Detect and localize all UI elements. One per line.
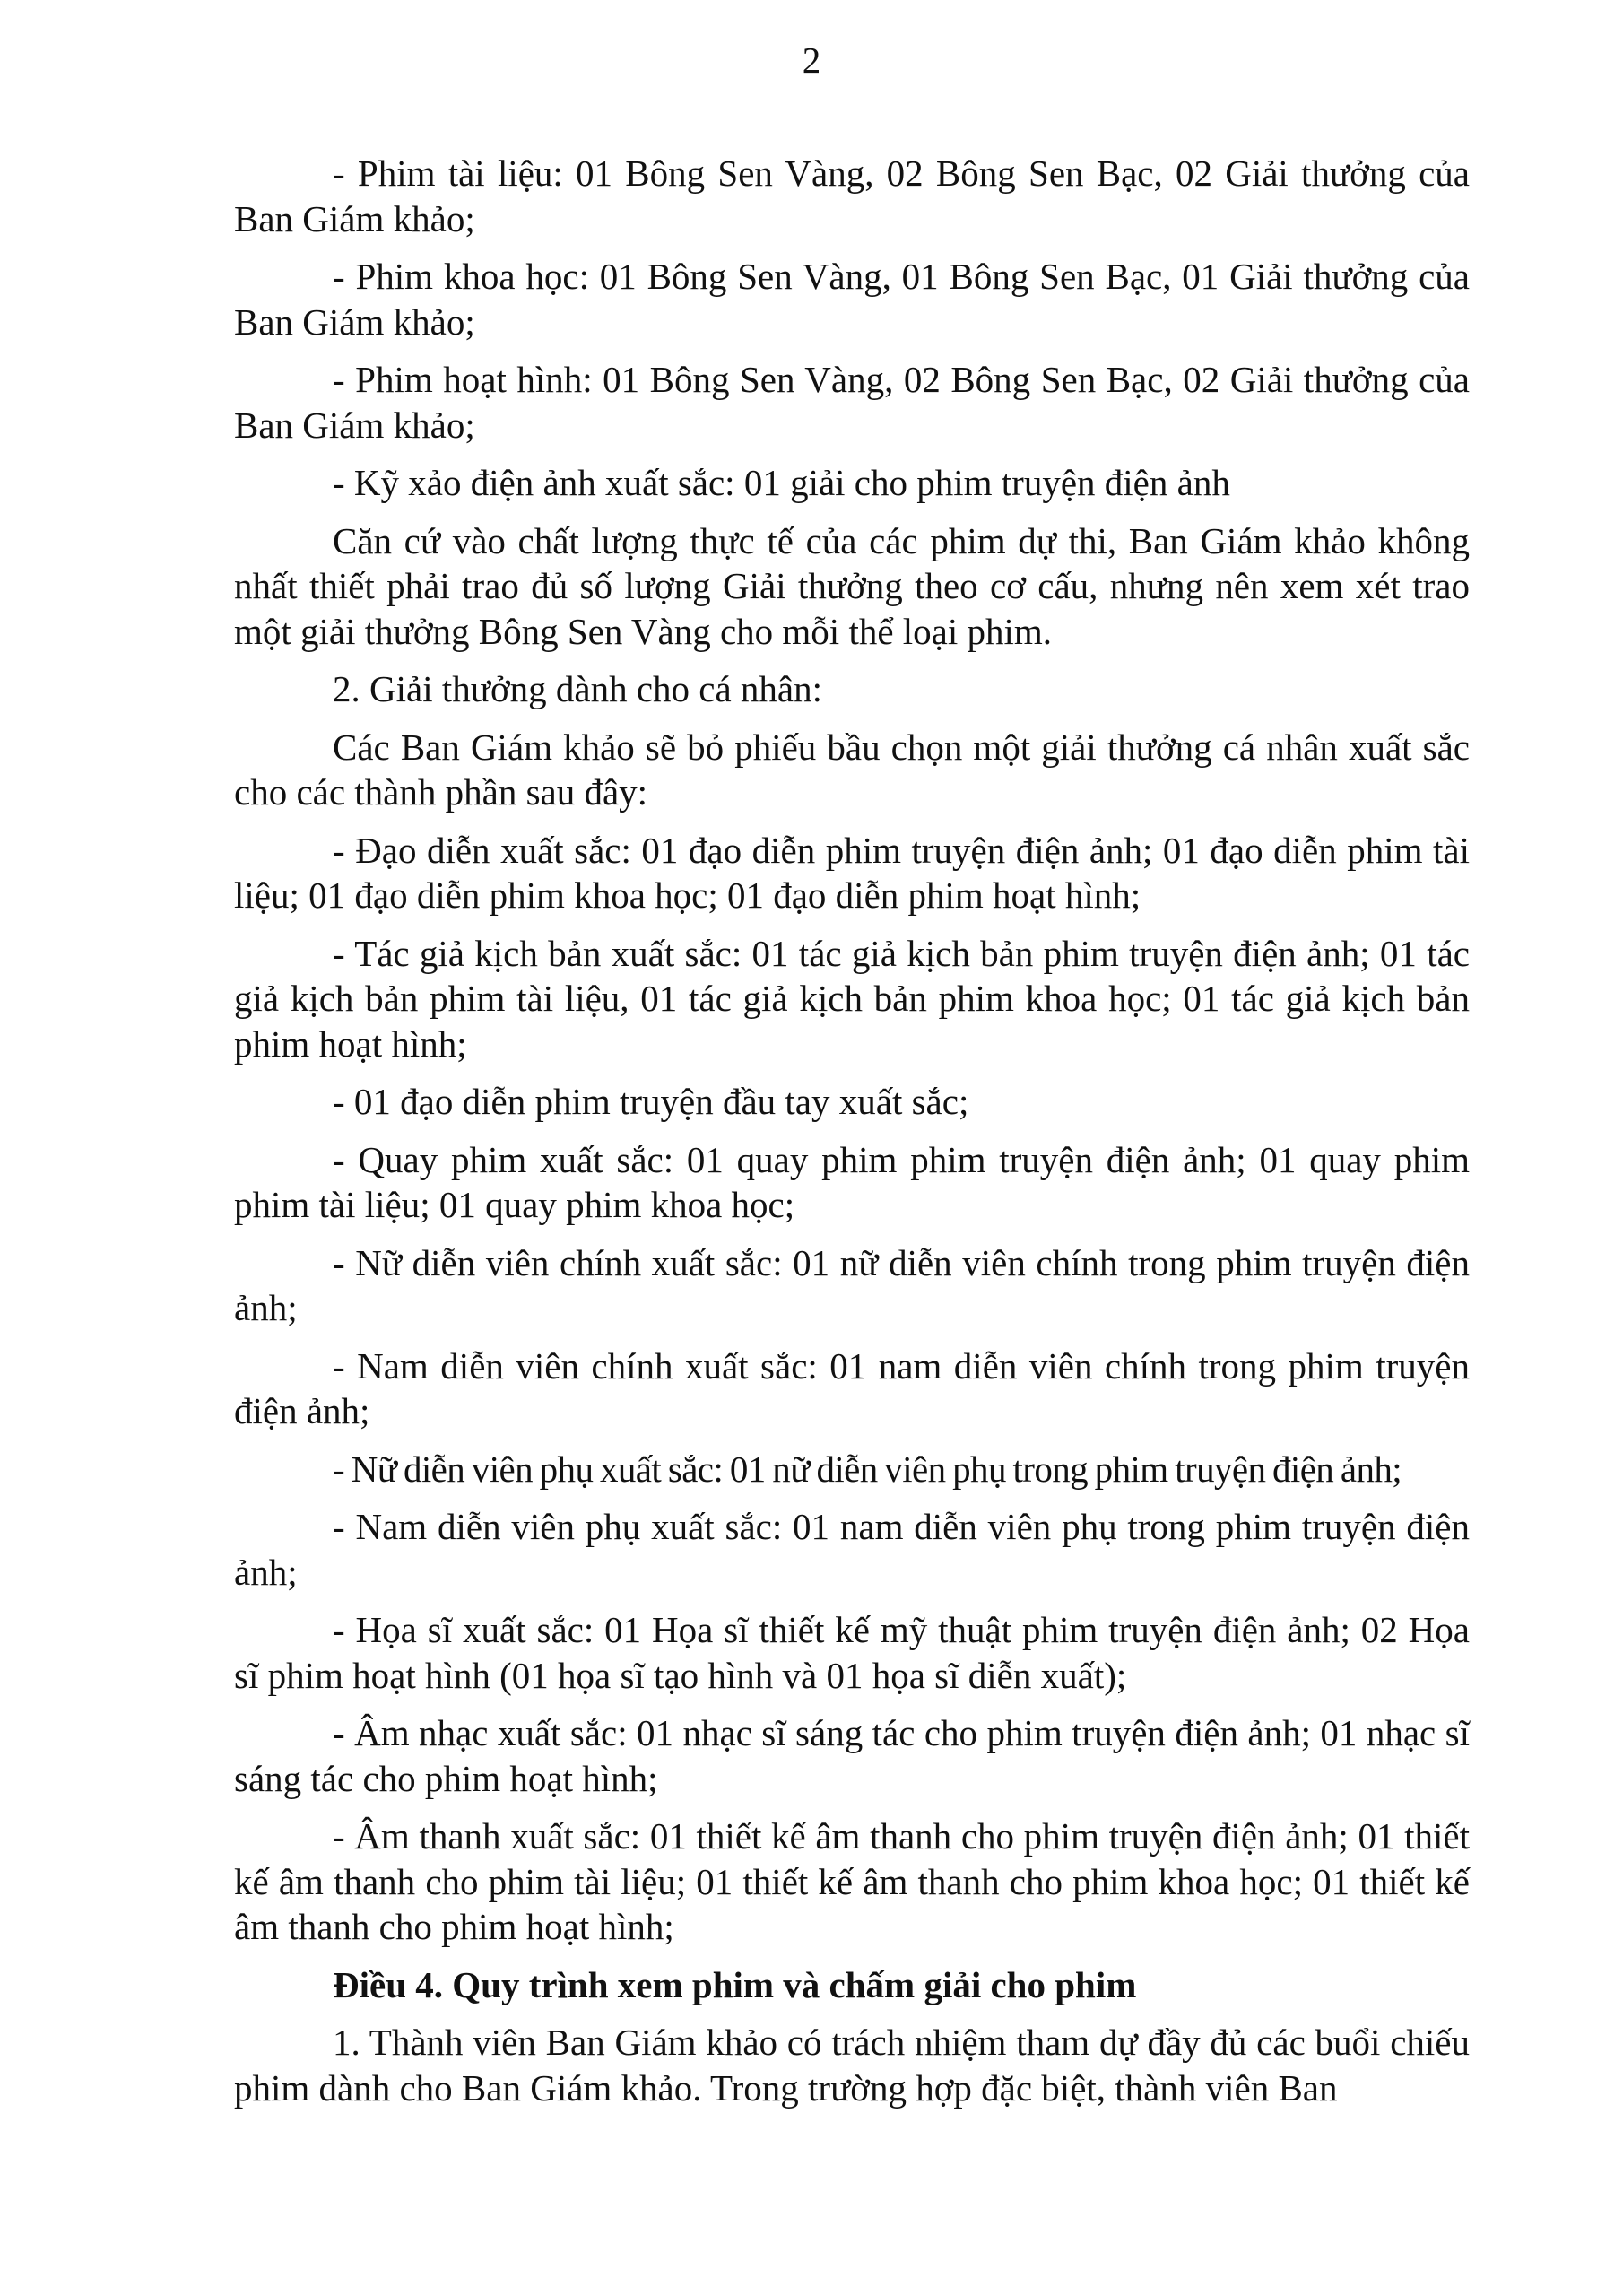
page-number: 2 [802,39,821,81]
paragraph-best-music: - Âm nhạc xuất sắc: 01 nhạc sĩ sáng tác cho phim truyện điện ảnh; 01 nhạc sĩ sáng tác cho phim hoạt hình; [234,1712,1470,1799]
paragraph-best-art-design: - Họa sĩ xuất sắc: 01 Họa sĩ thiết kế mỹ thuật phim truyện điện ảnh; 02 Họa sĩ phim hoạt hình (01 họa sĩ tạo hình và 01 họa sĩ diễn xuất); [234,1609,1470,1696]
paragraph-individual-awards-heading: 2. Giải thưởng dành cho cá nhân: [333,668,823,709]
paragraph-best-supporting-actor: - Nam diễn viên phụ xuất sắc: 01 nam diễn viên phụ trong phim truyện điện ảnh; [234,1506,1470,1593]
paragraph-jury-attendance: 1. Thành viên Ban Giám khảo có trách nhiệm tham dự đầy đủ các buổi chiếu phim dành cho Ban Giám khảo. Trong trường hợp đặc biệt, thành viên Ban [234,2022,1470,2109]
paragraph-best-director: - Đạo diễn xuất sắc: 01 đạo diễn phim truyện điện ảnh; 01 đạo diễn phim tài liệu; 01 đạo diễn phim khoa học; 01 đạo diễn phim hoạt hình; [234,829,1470,916]
paragraph-best-actor: - Nam diễn viên chính xuất sắc: 01 nam diễn viên chính trong phim truyện điện ảnh; [234,1344,1470,1431]
paragraph-best-supporting-actress: - Nữ diễn viên phụ xuất sắc: 01 nữ diễn viên phụ trong phim truyện điện ảnh; [333,1448,1402,1490]
paragraph-animation-awards: - Phim hoạt hình: 01 Bông Sen Vàng, 02 Bông Sen Bạc, 02 Giải thưởng của Ban Giám khảo; [234,359,1470,446]
paragraph-documentary-awards: - Phim tài liệu: 01 Bông Sen Vàng, 02 Bông Sen Bạc, 02 Giải thưởng của Ban Giám khảo; [234,152,1470,239]
paragraph-best-cinematography: - Quay phim xuất sắc: 01 quay phim phim truyện điện ảnh; 01 quay phim phim tài liệu; 01 quay phim khoa học; [234,1138,1470,1225]
paragraph-jury-discretion: Căn cứ vào chất lượng thực tế của các phim dự thi, Ban Giám khảo không nhất thiết phải trao đủ số lượng Giải thưởng theo cơ cấu, nhưng nên xem xét trao một giải thưởng Bông Sen Vàng cho mỗi thể loại phim. [234,519,1470,652]
article-heading [234,1962,1470,2008]
paragraph-best-screenwriter: - Tác giả kịch bản xuất sắc: 01 tác giả kịch bản phim truyện điện ảnh; 01 tác giả kịch bản phim tài liệu, 01 tác giả kịch bản phim khoa học; 01 tác giả kịch bản phim hoạt hình; [234,932,1470,1065]
article-label: Điều 4 [333,1963,434,2005]
paragraph-best-sound: - Âm thanh xuất sắc: 01 thiết kế âm thanh cho phim truyện điện ảnh; 01 thiết kế âm thanh cho phim tài liệu; 01 thiết kế âm thanh cho phim khoa học; 01 thiết kế âm thanh cho phim hoạt hình; [234,1815,1470,1947]
paragraph-best-actress: - Nữ diễn viên chính xuất sắc: 01 nữ diễn viên chính trong phim truyện điện ảnh; [234,1241,1470,1328]
paragraph-individual-awards-intro: Các Ban Giám khảo sẽ bỏ phiếu bầu chọn một giải thưởng cá nhân xuất sắc cho các thành phần sau đây: [234,726,1470,813]
paragraph-best-debut-director: - 01 đạo diễn phim truyện đầu tay xuất sắc; [333,1081,969,1122]
paragraph-science-awards: - Phim khoa học: 01 Bông Sen Vàng, 01 Bông Sen Bạc, 01 Giải thưởng của Ban Giám khảo; [234,256,1470,343]
document-body [234,151,1470,2123]
paragraph-visual-effects-award: - Kỹ xảo điện ảnh xuất sắc: 01 giải cho phim truyện điện ảnh [333,462,1230,503]
article-title: . Quy trình xem phim và chấm giải cho phim [433,1963,1137,2005]
